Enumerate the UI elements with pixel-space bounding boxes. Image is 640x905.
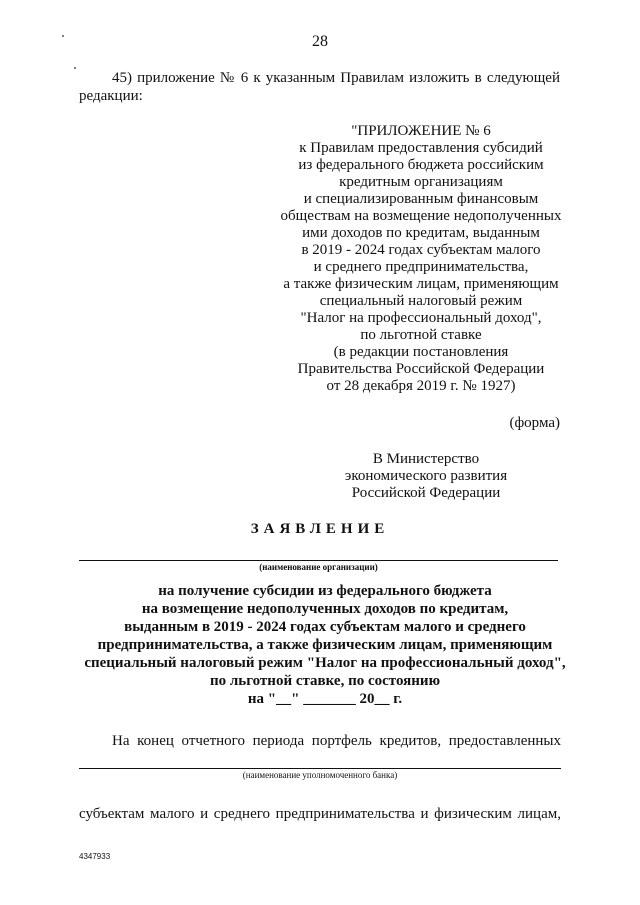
appendix-line: к Правилам предоставления субсидий: [299, 140, 543, 156]
recipient-block: [316, 451, 536, 502]
body-line-2: субъектам малого и среднего предпринимательства и физическим лицам,: [79, 806, 561, 822]
document-id: 4347933: [79, 852, 111, 861]
appendix-line: "ПРИЛОЖЕНИЕ № 6: [351, 123, 491, 139]
appendix-line: кредитным организациям: [339, 174, 503, 190]
recipient-line: экономического развития: [344, 468, 508, 484]
appendix-line: а также физическим лицам, применяющим: [283, 276, 559, 292]
appendix-line: специальный налоговый режим: [319, 293, 523, 309]
subject-line: по льготной ставке, по состоянию: [209, 673, 441, 689]
appendix-line: (в редакции постановления: [333, 344, 509, 360]
form-label: (форма): [509, 415, 560, 431]
subject-line: предпринимательства, а также физическим лицам, применяющим: [97, 637, 553, 653]
intro-line-2: редакции:: [79, 88, 143, 104]
page-number: 28: [312, 33, 328, 50]
bank-name-caption: (наименование уполномоченного банка): [242, 770, 398, 780]
appendix-line: и среднего предпринимательства,: [313, 259, 529, 275]
subject-line: выданным в 2019 - 2024 годах субъектам малого и среднего: [124, 619, 526, 635]
appendix-line: от 28 декабря 2019 г. № 1927): [326, 378, 516, 394]
appendix-line: в 2019 - 2024 годах субъектам малого: [301, 242, 541, 258]
appendix-line: ими доходов по кредитам, выданным: [302, 225, 540, 241]
body-line-1: На конец отчетного периода портфель кредитов, предоставленных: [112, 733, 561, 749]
appendix-line: и специализированным финансовым: [303, 191, 539, 207]
recipient-line: Российской Федерации: [351, 485, 501, 501]
appendix-line: по льготной ставке: [360, 327, 482, 343]
subject-line: на возмещение недополученных доходов по кредитам,: [141, 601, 509, 617]
subject-line: специальный налоговый режим "Налог на профессиональный доход",: [84, 655, 566, 671]
document-title: ЗАЯВЛЕНИЕ: [250, 521, 390, 537]
appendix-line: из федерального бюджета российским: [298, 157, 544, 173]
appendix-line: Правительства Российской Федерации: [297, 361, 545, 377]
subject-line: на получение субсидии из федерального бюджета: [158, 583, 492, 599]
appendix-line: обществам на возмещение недополученных: [280, 208, 562, 224]
organization-name-field[interactable]: [79, 560, 558, 561]
subject-line: на "__" _______ 20__ г.: [247, 691, 403, 707]
recipient-line: В Министерство: [372, 451, 480, 467]
appendix-line: "Налог на профессиональный доход",: [300, 310, 542, 326]
application-subject: [60, 582, 590, 708]
organization-name-caption: (наименование организации): [259, 562, 378, 572]
scan-speck: [74, 67, 76, 69]
bank-name-field[interactable]: [79, 768, 561, 769]
appendix-header: [276, 123, 566, 395]
intro-line-1: 45) приложение № 6 к указанным Правилам изложить в следующей: [112, 70, 560, 86]
